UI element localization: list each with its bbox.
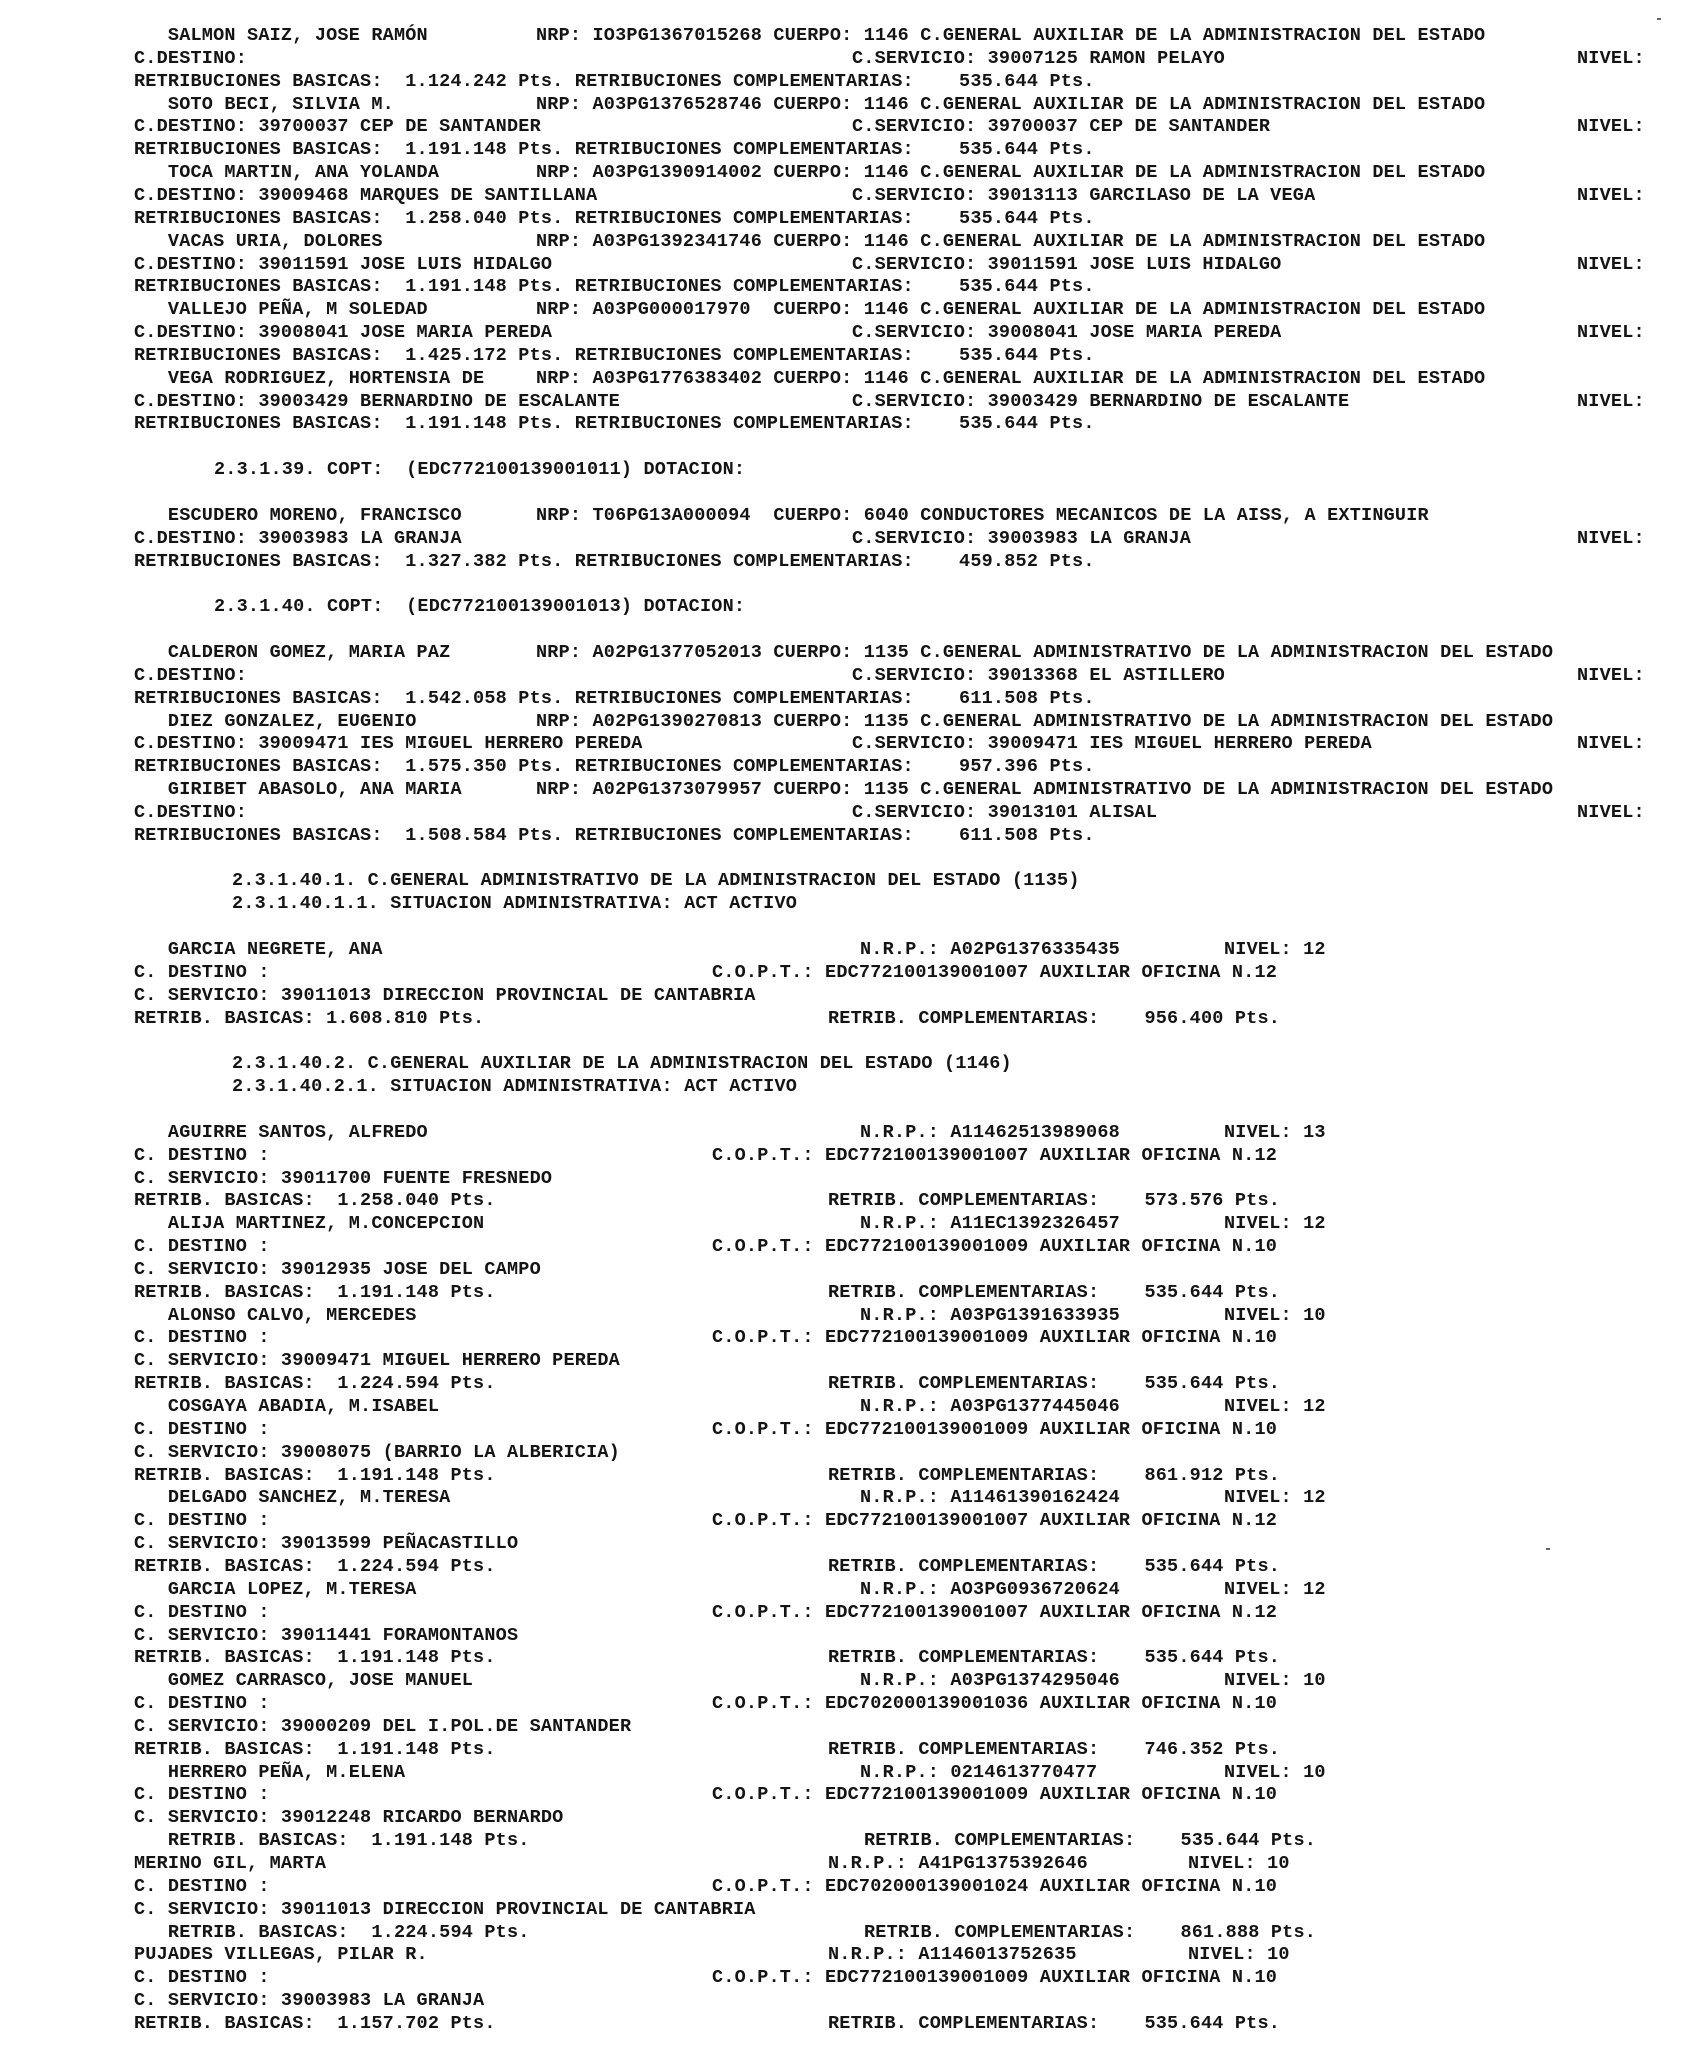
text-line <box>0 641 1692 664</box>
line-segment: AGUIRRE SANTOS, ALFREDO <box>134 1121 428 1143</box>
text-line <box>0 1989 1692 2012</box>
line-segment: RETRIB. COMPLEMENTARIAS: 535.644 Pts. <box>828 1555 1281 1577</box>
text-line <box>0 1783 1692 1806</box>
line-segment: N.R.P.: A41PG1375392646 <box>828 1853 1088 1874</box>
line-segment: RETRIBUCIONES BASICAS: 1.575.350 Pts. RETRIBUCIONES COMPLEMENTARIAS: 957.396 Pts. <box>134 756 1095 778</box>
line-segment: COSGAYA ABADIA, M.ISABEL <box>134 1396 440 1417</box>
line-segment: N.R.P.: A1146013752635 <box>828 1944 1077 1966</box>
line-segment: TOCA MARTIN, ANA YOLANDA <box>134 162 440 184</box>
line-segment: NIVEL: <box>1577 184 1645 206</box>
text-line <box>0 732 1692 755</box>
line-segment: RETRIBUCIONES BASICAS: 1.191.148 Pts. RETRIBUCIONES COMPLEMENTARIAS: 535.644 Pts. <box>134 413 1095 435</box>
text-line <box>0 24 1692 47</box>
line-segment: C. SERVICIO: 39008075 (BARRIO LA ALBERICIA) <box>134 1441 620 1463</box>
line-segment: C.SERVICIO: 39011591 JOSE LUIS HIDALGO <box>852 253 1282 275</box>
line-segment: C.DESTINO: 39011591 JOSE LUIS HIDALGO <box>134 253 553 275</box>
text-line <box>0 1144 1692 1167</box>
text-line <box>0 1966 1692 1989</box>
line-segment: NRP: A03PG1390914002 CUERPO: 1146 C.GENERAL AUXILIAR DE LA ADMINISTRACION DEL ESTADO <box>536 162 1486 184</box>
line-segment: C. SERVICIO: 39012935 JOSE DEL CAMPO <box>134 1258 541 1280</box>
line-segment: N.R.P.: A11461390162424 <box>860 1487 1120 1509</box>
line-segment: RETRIB. COMPLEMENTARIAS: 535.644 Pts. <box>828 1281 1281 1303</box>
line-segment: RETRIB. COMPLEMENTARIAS: 535.644 Pts. <box>828 1647 1281 1669</box>
line-segment: RETRIB. COMPLEMENTARIAS: 861.888 Pts. <box>864 1921 1317 1943</box>
line-segment: NIVEL: 12 <box>1224 1487 1326 1509</box>
text-line <box>0 390 1692 413</box>
line-segment: SALMON SAIZ, JOSE RAMÓN <box>134 25 428 46</box>
text-line <box>0 755 1692 778</box>
text-line <box>0 230 1692 253</box>
text-line <box>0 824 1692 847</box>
line-segment: CALDERON GOMEZ, MARIA PAZ <box>134 641 451 663</box>
line-segment: PUJADES VILLEGAS, PILAR R. <box>134 1944 428 1966</box>
text-line <box>0 2012 1692 2035</box>
line-segment: C. SERVICIO: 39013599 PEÑACASTILLO <box>134 1533 519 1555</box>
line-segment: VALLEJO PEÑA, M SOLEDAD <box>134 299 428 321</box>
line-segment: N.R.P.: 0214613770477 <box>860 1761 1098 1783</box>
line-segment: C.DESTINO: 39008041 JOSE MARIA PEREDA <box>134 322 553 344</box>
line-segment: RETRIB. COMPLEMENTARIAS: 573.576 Pts. <box>828 1190 1281 1212</box>
line-segment: NRP: A03PG000017970 CUERPO: 1146 C.GENERAL AUXILIAR DE LA ADMINISTRACION DEL ESTADO <box>536 299 1486 321</box>
text-line <box>0 1052 1692 1075</box>
line-segment: C.O.P.T.: EDC772100139001009 AUXILIAR OFICINA N.10 <box>712 1236 1278 1258</box>
line-segment: C.O.P.T.: EDC772100139001007 AUXILIAR OFICINA N.12 <box>712 1601 1278 1623</box>
line-segment: C. DESTINO : <box>134 1784 270 1806</box>
text-line <box>0 1281 1692 1304</box>
line-segment: NRP: A02PG1373079957 CUERPO: 1135 C.GENERAL ADMINISTRATIVO DE LA ADMINISTRACION DEL ESTADO <box>536 779 1554 801</box>
blank-line <box>0 1098 1692 1121</box>
text-line <box>0 458 1692 481</box>
text-line <box>0 869 1692 892</box>
line-segment: RETRIB. COMPLEMENTARIAS: 861.912 Pts. <box>828 1464 1281 1486</box>
text-line <box>0 161 1692 184</box>
blank-line <box>0 481 1692 504</box>
text-line <box>0 1235 1692 1258</box>
blank-line <box>0 618 1692 641</box>
line-segment: RETRIB. BASICAS: 1.608.810 Pts. <box>134 1007 485 1029</box>
text-line <box>0 1943 1692 1966</box>
line-segment: C.DESTINO: <box>134 664 248 686</box>
text-line <box>0 1601 1692 1624</box>
text-line <box>0 1007 1692 1030</box>
line-segment: NIVEL: <box>1577 390 1645 412</box>
line-segment: C. DESTINO : <box>134 1144 270 1166</box>
text-line <box>0 961 1692 984</box>
line-segment: C. DESTINO : <box>134 1875 270 1897</box>
line-segment: C.SERVICIO: 39003983 LA GRANJA <box>852 527 1192 549</box>
line-segment: NIVEL: <box>1577 801 1645 823</box>
blank-line <box>0 1029 1692 1052</box>
line-segment: 2.3.1.40.2.1. SITUACION ADMINISTRATIVA: ACT ACTIVO <box>232 1076 798 1098</box>
line-segment: RETRIB. BASICAS: 1.258.040 Pts. <box>134 1190 496 1212</box>
line-segment: DELGADO SANCHEZ, M.TERESA <box>134 1487 451 1509</box>
line-segment: NRP: A03PG1376528746 CUERPO: 1146 C.GENERAL AUXILIAR DE LA ADMINISTRACION DEL ESTADO <box>536 93 1486 115</box>
line-segment: NRP: A02PG1390270813 CUERPO: 1135 C.GENERAL ADMINISTRATIVO DE LA ADMINISTRACION DEL ESTADO <box>536 710 1554 732</box>
text-line <box>0 801 1692 824</box>
line-segment: NIVEL: 12 <box>1224 939 1326 960</box>
line-segment: NRP: T06PG13A000094 CUERPO: 6040 CONDUCTORES MECANICOS DE LA AISS, A EXTINGUIR <box>536 504 1429 526</box>
line-segment: 2.3.1.40.1. C.GENERAL ADMINISTRATIVO DE LA ADMINISTRACION DEL ESTADO (1135) <box>232 870 1080 892</box>
line-segment: NIVEL: 10 <box>1224 1761 1326 1783</box>
line-segment: RETRIB. BASICAS: 1.157.702 Pts. <box>134 2012 496 2034</box>
text-line <box>0 550 1692 573</box>
line-segment: C. SERVICIO: 39012248 RICARDO BERNARDO <box>134 1807 564 1829</box>
line-segment: C.SERVICIO: 39013113 GARCILASO DE LA VEGA <box>852 184 1316 206</box>
line-segment: NRP: A03PG1776383402 CUERPO: 1146 C.GENERAL AUXILIAR DE LA ADMINISTRACION DEL ESTADO <box>536 367 1486 389</box>
line-segment: NIVEL: 10 <box>1224 1670 1326 1692</box>
line-segment: C.DESTINO: 39009468 MARQUES DE SANTILLANA <box>134 184 598 206</box>
line-segment: N.R.P.: A03PG1377445046 <box>860 1396 1120 1417</box>
line-segment: VACAS URIA, DOLORES <box>134 230 383 252</box>
line-segment: C. SERVICIO: 39011013 DIRECCION PROVINCIAL DE CANTABRIA <box>134 984 756 1006</box>
text-line <box>0 1121 1692 1144</box>
line-segment: NIVEL: <box>1577 253 1645 275</box>
line-segment: C. DESTINO : <box>134 1510 270 1532</box>
text-line <box>0 1624 1692 1647</box>
text-line <box>0 1509 1692 1532</box>
line-segment: RETRIBUCIONES BASICAS: 1.258.040 Pts. RETRIBUCIONES COMPLEMENTARIAS: 535.644 Pts. <box>134 207 1095 229</box>
line-segment: GIRIBET ABASOLO, ANA MARIA <box>134 779 462 801</box>
line-segment: NIVEL: 10 <box>1188 1853 1290 1874</box>
line-segment: C.DESTINO: <box>134 47 248 69</box>
line-segment: RETRIB. COMPLEMENTARIAS: 535.644 Pts. <box>828 2012 1281 2034</box>
line-segment: N.R.P.: A02PG1376335435 <box>860 939 1120 960</box>
line-segment: C.DESTINO: <box>134 801 248 823</box>
line-segment: RETRIBUCIONES BASICAS: 1.191.148 Pts. RETRIBUCIONES COMPLEMENTARIAS: 535.644 Pts. <box>134 139 1095 161</box>
line-segment: C.DESTINO: 39003429 BERNARDINO DE ESCALANTE <box>134 390 620 412</box>
scan-speck <box>1657 18 1661 20</box>
line-segment: C.SERVICIO: 39700037 CEP DE SANTANDER <box>852 116 1271 138</box>
blank-line <box>0 915 1692 938</box>
text-line <box>0 115 1692 138</box>
text-line <box>0 1486 1692 1509</box>
text-line <box>0 1875 1692 1898</box>
line-segment: RETRIB. BASICAS: 1.191.148 Pts. <box>134 1647 496 1669</box>
text-line <box>0 1532 1692 1555</box>
text-line <box>0 367 1692 390</box>
line-segment: RETRIB. BASICAS: 1.224.594 Pts. <box>134 1373 496 1395</box>
line-segment: NIVEL: <box>1577 47 1645 69</box>
line-segment: C. DESTINO : <box>134 1327 270 1349</box>
line-segment: C. DESTINO : <box>134 1236 270 1258</box>
line-segment: 2.3.1.40.2. C.GENERAL AUXILIAR DE LA ADMINISTRACION DEL ESTADO (1146) <box>232 1053 1012 1075</box>
text-line <box>0 1646 1692 1669</box>
text-line <box>0 1372 1692 1395</box>
line-segment: NIVEL: 10 <box>1224 1304 1326 1326</box>
text-line <box>0 1212 1692 1235</box>
scan-speck <box>1546 1548 1550 1550</box>
line-segment: C. DESTINO : <box>134 1418 270 1440</box>
line-segment: NRP: A03PG1392341746 CUERPO: 1146 C.GENERAL AUXILIAR DE LA ADMINISTRACION DEL ESTADO <box>536 230 1486 252</box>
line-segment: NIVEL: 12 <box>1224 1213 1326 1235</box>
line-segment: C. SERVICIO: 39000209 DEL I.POL.DE SANTANDER <box>134 1715 632 1737</box>
line-segment: C.O.P.T.: EDC772100139001007 AUXILIAR OFICINA N.12 <box>712 961 1278 983</box>
line-segment: MERINO GIL, MARTA <box>134 1853 327 1874</box>
line-segment: C.O.P.T.: EDC772100139001007 AUXILIAR OFICINA N.12 <box>712 1510 1278 1532</box>
text-line <box>0 664 1692 687</box>
line-segment: N.R.P.: AO3PG0936720624 <box>860 1578 1120 1600</box>
line-segment: 2.3.1.40.1.1. SITUACION ADMINISTRATIVA: ACT ACTIVO <box>232 893 798 915</box>
line-segment: NIVEL: <box>1577 322 1645 344</box>
text-line <box>0 1326 1692 1349</box>
text-line <box>0 1852 1692 1875</box>
text-line <box>0 1464 1692 1487</box>
text-line <box>0 527 1692 550</box>
line-segment: NIVEL: 12 <box>1224 1396 1326 1417</box>
text-line <box>0 70 1692 93</box>
line-segment: C.SERVICIO: 39013101 ALISAL <box>852 801 1158 823</box>
text-line <box>0 1829 1692 1852</box>
line-segment: C.O.P.T.: EDC702000139001024 AUXILIAR OFICINA N.10 <box>712 1875 1278 1897</box>
text-line <box>0 275 1692 298</box>
line-segment: NIVEL: <box>1577 527 1645 549</box>
line-segment: C. DESTINO : <box>134 961 270 983</box>
line-segment: C. DESTINO : <box>134 1601 270 1623</box>
line-segment: NIVEL: <box>1577 664 1645 686</box>
line-segment: NIVEL: 13 <box>1224 1121 1326 1143</box>
text-line <box>0 1349 1692 1372</box>
line-segment: RETRIB. COMPLEMENTARIAS: 746.352 Pts. <box>828 1738 1281 1760</box>
line-segment: C.DESTINO: 39700037 CEP DE SANTANDER <box>134 116 541 138</box>
text-line <box>0 1167 1692 1190</box>
line-segment: RETRIB. BASICAS: 1.191.148 Pts. <box>134 1830 530 1852</box>
text-line <box>0 47 1692 70</box>
line-segment: RETRIB. COMPLEMENTARIAS: 535.644 Pts. <box>864 1830 1317 1852</box>
line-segment: C. SERVICIO: 39011441 FORAMONTANOS <box>134 1624 519 1646</box>
text-line <box>0 1669 1692 1692</box>
text-line <box>0 1258 1692 1281</box>
text-line <box>0 1395 1692 1418</box>
line-segment: C.SERVICIO: 39007125 RAMON PELAYO <box>852 47 1225 69</box>
text-line <box>0 412 1692 435</box>
text-line <box>0 138 1692 161</box>
line-segment: NIVEL: 12 <box>1224 1578 1326 1600</box>
line-segment: C. DESTINO : <box>134 1693 270 1715</box>
text-line <box>0 1806 1692 1829</box>
line-segment: NIVEL: <box>1577 733 1645 755</box>
text-line <box>0 1075 1692 1098</box>
line-segment: N.R.P.: A11462513989068 <box>860 1121 1120 1143</box>
line-segment: ALIJA MARTINEZ, M.CONCEPCION <box>134 1213 485 1235</box>
line-segment: N.R.P.: A03PG1391633935 <box>860 1304 1120 1326</box>
line-segment: RETRIB. BASICAS: 1.224.594 Pts. <box>134 1555 496 1577</box>
line-segment: RETRIBUCIONES BASICAS: 1.508.584 Pts. RETRIBUCIONES COMPLEMENTARIAS: 611.508 Pts. <box>134 824 1095 846</box>
line-segment: NRP: IO3PG1367015268 CUERPO: 1146 C.GENERAL AUXILIAR DE LA ADMINISTRACION DEL ESTADO <box>536 25 1486 46</box>
line-segment: C.O.P.T.: EDC772100139001007 AUXILIAR OFICINA N.12 <box>712 1144 1278 1166</box>
text-line <box>0 938 1692 961</box>
line-segment: SOTO BECI, SILVIA M. <box>134 93 394 115</box>
blank-line <box>0 435 1692 458</box>
line-segment: C. DESTINO : <box>134 1967 270 1989</box>
line-segment: NIVEL: <box>1577 116 1645 138</box>
line-segment: C.O.P.T.: EDC772100139001009 AUXILIAR OFICINA N.10 <box>712 1967 1278 1989</box>
line-segment: RETRIB. BASICAS: 1.191.148 Pts. <box>134 1281 496 1303</box>
line-segment: GARCIA LOPEZ, M.TERESA <box>134 1578 417 1600</box>
line-segment: C. SERVICIO: 39003983 LA GRANJA <box>134 1990 485 2012</box>
line-segment: ESCUDERO MORENO, FRANCISCO <box>134 504 462 526</box>
text-line <box>0 1441 1692 1464</box>
line-segment: RETRIB. BASICAS: 1.224.594 Pts. <box>134 1921 530 1943</box>
line-segment: RETRIBUCIONES BASICAS: 1.124.242 Pts. RETRIBUCIONES COMPLEMENTARIAS: 535.644 Pts. <box>134 70 1095 92</box>
line-segment: HERRERO PEÑA, M.ELENA <box>134 1761 406 1783</box>
line-segment: 2.3.1.39. COPT: (EDC772100139001011) DOTACION: <box>214 459 746 481</box>
line-segment: C.DESTINO: 39009471 IES MIGUEL HERRERO PEREDA <box>134 733 643 755</box>
text-line <box>0 253 1692 276</box>
line-segment: C.O.P.T.: EDC772100139001009 AUXILIAR OFICINA N.10 <box>712 1418 1278 1440</box>
text-line <box>0 1738 1692 1761</box>
text-line <box>0 298 1692 321</box>
text-line <box>0 687 1692 710</box>
line-segment: RETRIB. COMPLEMENTARIAS: 535.644 Pts. <box>828 1373 1281 1395</box>
line-segment: C.DESTINO: 39003983 LA GRANJA <box>134 527 462 549</box>
line-segment: RETRIBUCIONES BASICAS: 1.425.172 Pts. RETRIBUCIONES COMPLEMENTARIAS: 535.644 Pts. <box>134 344 1095 366</box>
line-segment: C.O.P.T.: EDC772100139001009 AUXILIAR OFICINA N.10 <box>712 1327 1278 1349</box>
line-segment: GARCIA NEGRETE, ANA <box>134 939 383 960</box>
line-segment: C.O.P.T.: EDC702000139001036 AUXILIAR OFICINA N.10 <box>712 1693 1278 1715</box>
line-segment: C. SERVICIO: 39011013 DIRECCION PROVINCIAL DE CANTABRIA <box>134 1898 756 1920</box>
line-segment: DIEZ GONZALEZ, EUGENIO <box>134 710 417 732</box>
text-line <box>0 321 1692 344</box>
text-line <box>0 1189 1692 1212</box>
line-segment: RETRIB. BASICAS: 1.191.148 Pts. <box>134 1464 496 1486</box>
text-line <box>0 1692 1692 1715</box>
line-segment: 2.3.1.40. COPT: (EDC772100139001013) DOTACION: <box>214 596 746 618</box>
blank-line <box>0 847 1692 870</box>
line-segment: RETRIBUCIONES BASICAS: 1.542.058 Pts. RETRIBUCIONES COMPLEMENTARIAS: 611.508 Pts. <box>134 687 1095 709</box>
text-line <box>0 344 1692 367</box>
line-segment: N.R.P.: A03PG1374295046 <box>860 1670 1120 1692</box>
text-line <box>0 1921 1692 1944</box>
blank-line <box>0 572 1692 595</box>
line-segment: C. SERVICIO: 39009471 MIGUEL HERRERO PEREDA <box>134 1350 620 1372</box>
text-line <box>0 207 1692 230</box>
line-segment: RETRIB. BASICAS: 1.191.148 Pts. <box>134 1738 496 1760</box>
text-line <box>0 710 1692 733</box>
text-line <box>0 1555 1692 1578</box>
text-line <box>0 984 1692 1007</box>
text-line <box>0 1898 1692 1921</box>
line-segment: C.O.P.T.: EDC772100139001009 AUXILIAR OFICINA N.10 <box>712 1784 1278 1806</box>
text-line <box>0 504 1692 527</box>
line-segment: C.SERVICIO: 39009471 IES MIGUEL HERRERO PEREDA <box>852 733 1372 755</box>
text-line <box>0 1418 1692 1441</box>
text-line <box>0 184 1692 207</box>
line-segment: C. SERVICIO: 39011700 FUENTE FRESNEDO <box>134 1167 553 1189</box>
line-segment: RETRIBUCIONES BASICAS: 1.327.382 Pts. RETRIBUCIONES COMPLEMENTARIAS: 459.852 Pts. <box>134 550 1095 572</box>
text-line <box>0 892 1692 915</box>
line-segment: VEGA RODRIGUEZ, HORTENSIA DE <box>134 367 485 389</box>
text-line <box>0 778 1692 801</box>
text-line <box>0 1304 1692 1327</box>
line-segment: NRP: A02PG1377052013 CUERPO: 1135 C.GENERAL ADMINISTRATIVO DE LA ADMINISTRACION DEL ESTADO <box>536 641 1554 663</box>
line-segment: GOMEZ CARRASCO, JOSE MANUEL <box>134 1670 474 1692</box>
line-segment: NIVEL: 10 <box>1188 1944 1290 1966</box>
line-segment: C.SERVICIO: 39013368 EL ASTILLERO <box>852 664 1225 686</box>
line-segment: C.SERVICIO: 39008041 JOSE MARIA PEREDA <box>852 322 1282 344</box>
text-line <box>0 1578 1692 1601</box>
line-segment: ALONSO CALVO, MERCEDES <box>134 1304 417 1326</box>
text-line <box>0 1761 1692 1784</box>
line-segment: N.R.P.: A11EC1392326457 <box>860 1213 1120 1235</box>
line-segment: RETRIBUCIONES BASICAS: 1.191.148 Pts. RETRIBUCIONES COMPLEMENTARIAS: 535.644 Pts. <box>134 276 1095 298</box>
text-line <box>0 93 1692 116</box>
line-segment: RETRIB. COMPLEMENTARIAS: 956.400 Pts. <box>828 1007 1281 1029</box>
text-line <box>0 1715 1692 1738</box>
line-segment: C.SERVICIO: 39003429 BERNARDINO DE ESCALANTE <box>852 390 1350 412</box>
text-line <box>0 595 1692 618</box>
